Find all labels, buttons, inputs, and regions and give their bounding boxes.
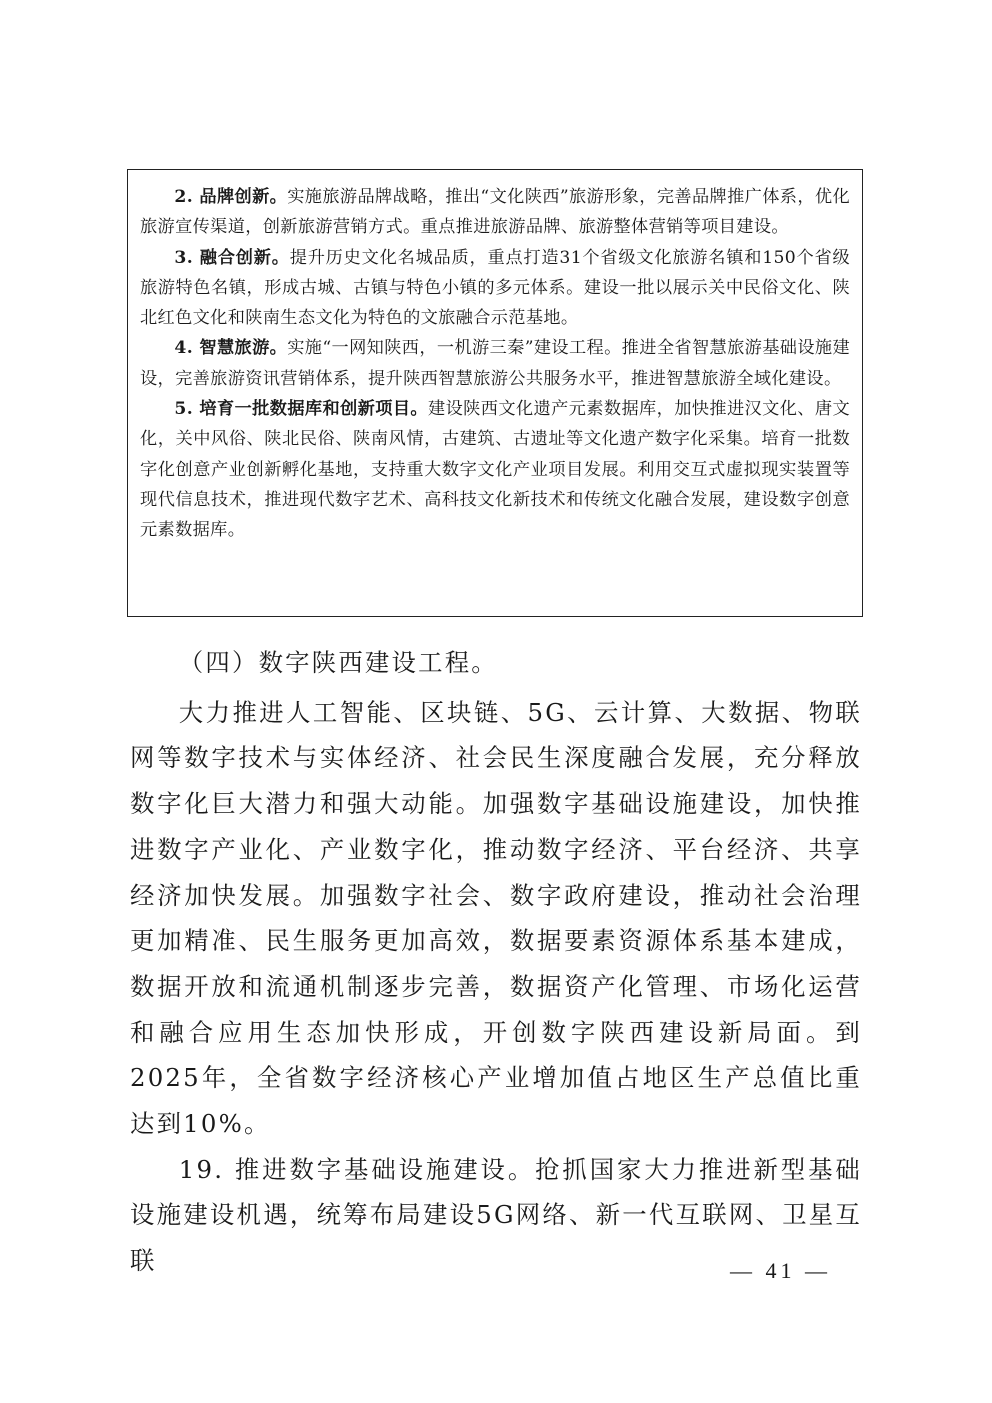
box-item-2 [140,182,850,243]
section-heading: （四）数字陕西建设工程。 [178,648,498,677]
box-item-text: 实施“一网知陕西，一机游三秦”建设工程。推进全省智慧旅游基础设施建设，完善旅游资讯营销体系，提升陕西智慧旅游公共服务水平，推进智慧旅游全域化建设。 [140,338,850,389]
box-item-lead: 4. 智慧旅游。 [174,338,288,359]
body-paragraph-2: 19. 推进数字基础设施建设。抢抓国家大力推进新型基础设施建设机遇，统筹布局建设5G网络、新一代互联网、卫星互联 [130,1154,862,1276]
boxed-section [127,169,863,617]
box-item-5 [140,394,850,545]
box-item-4 [140,333,850,394]
box-item-text: 提升历史文化名城品质，重点打造31个省级文化旅游名镇和150个省级旅游特色名镇，形成古城、古镇与特色小镇的多元体系。建设一批以展示关中民俗文化、陕北红色文化和陕南生态文化为特色的文旅融合示范基地。 [140,247,851,329]
box-item-lead: 3. 融合创新。 [174,247,290,268]
box-item-lead: 2. 品牌创新。 [174,187,288,207]
body-paragraph-1: 大力推进人工智能、区块链、5G、云计算、大数据、物联网等数字技术与实体经济、社会民生深度融合发展，充分释放数字化巨大潜力和强大动能。加强数字基础设施建设，加快推进数字产业化、产业数字化，推动数字经济、平台经济、共享经济加快发展。加强数字社会、数字政府建设，推动社会治理更加精准、民生服务更加高效，数据要素资源体系基本建成，数据开放和流通机制逐步完善，数据资产化管理、市场化运营和融合应用生态加快形成，开创数字陕西建设新局面。到2025年，全省数字经济核心产业增加值占地区生产总值比重达到10%。 [130,697,862,1139]
box-item-text: 建设陕西文化遗产元素数据库，加快推进汉文化、唐文化，关中风俗、陕北民俗、陕南风情，古建筑、古遗址等文化遗产数字化采集。培育一批数字化创意产业创新孵化基地，支持重大数字文化产业项目发展。利用交互式虚拟现实装置等现代信息技术，推进现代数字艺术、高科技文化新技术和传统文化融合发展，建设数字创意元素数据库。 [140,399,850,541]
page-number: — 41 — [730,1258,831,1283]
box-item-3 [140,243,850,334]
box-item-text: 实施旅游品牌战略，推出“文化陕西”旅游形象，完善品牌推广体系，优化旅游宣传渠道，创新旅游营销方式。重点推进旅游品牌、旅游整体营销等项目建设。 [140,187,850,238]
box-item-lead: 5. 培育一批数据库和创新项目。 [174,399,429,420]
main-body [130,640,862,1284]
